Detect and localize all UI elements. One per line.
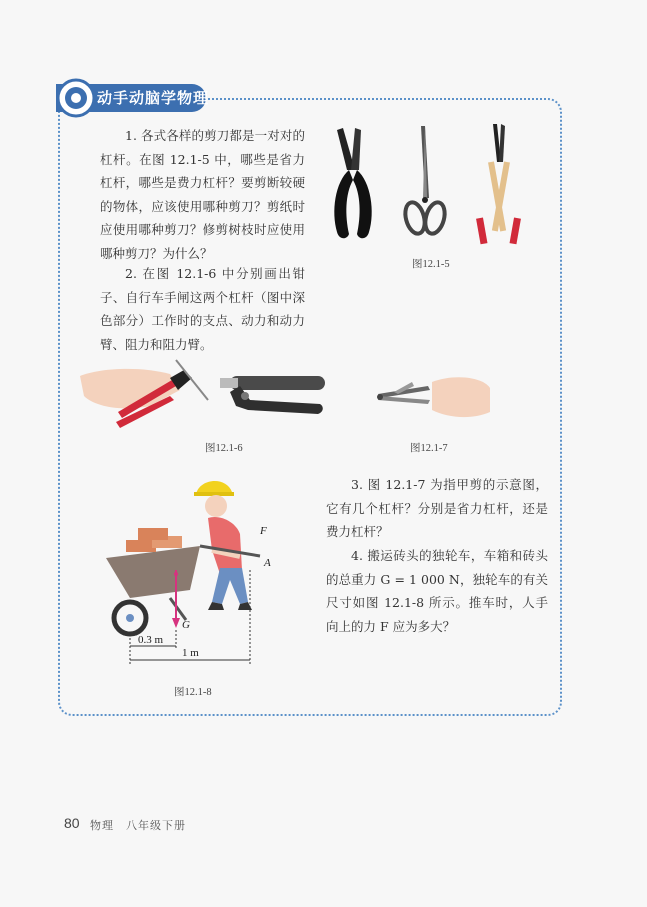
pruning-shears-icon (476, 124, 521, 244)
weight-label: G (182, 619, 190, 631)
pliers-brake-figure (80, 356, 330, 436)
long-dimension-label: 1 m (182, 647, 199, 659)
page-number: 80 (64, 815, 80, 831)
short-dimension-label: 0.3 m (138, 634, 164, 646)
figure-7-caption: 图12.1-7 (410, 443, 448, 454)
question-2: 2. 在图 12.1-6 中分别画出钳子、自行车手闸这两个杠杆（图中深色部分）工作时的支点、动力和动力臂、阻力和阻力臂。 (100, 266, 305, 352)
question-3: 3. 图 12.1-7 为指甲剪的示意图，它有几个杠杆？分别是省力杠杆，还是费力杠杆？ (326, 477, 548, 539)
nail-clipper-icon (377, 377, 490, 417)
section-title: 动手动脑学物理 (97, 89, 210, 107)
paper-scissors-icon (402, 126, 448, 236)
figure-5-caption: 图12.1-5 (412, 259, 450, 270)
weight-arrowhead (172, 618, 180, 628)
center-of-gravity-dot (174, 572, 178, 576)
nail-clipper-figure (372, 364, 492, 424)
shears-figure (325, 122, 545, 250)
wheelbarrow-figure (90, 470, 310, 670)
figure-8-caption: 图12.1-8 (174, 687, 212, 698)
hand-pliers-icon (80, 360, 208, 428)
figure-6-caption: 图12.1-6 (205, 443, 243, 454)
section-target-icon (56, 78, 96, 118)
point-label: A (264, 557, 271, 569)
question-1: 1. 各式各样的剪刀都是一对对的杠杆。在图 12.1-5 中，哪些是省力杠杆，哪些是费力杠杆？要剪断较硬的物体，应该使用哪种剪刀？剪纸时应使用哪种剪刀？修剪树枝时应使用哪种剪刀？为什么？ (100, 128, 305, 261)
question-4: 4. 搬运砖头的独轮车，车箱和砖头的总重力 G = 1 000 N，独轮车的有关尺寸如图 12.1-8 所示。推车时，人手向上的力 F 应为多大？ (326, 548, 548, 634)
force-label: F (260, 525, 267, 537)
black-shears-icon (334, 128, 371, 238)
bike-brake-icon (220, 376, 325, 414)
book-title: 物理 八年级下册 (90, 819, 186, 832)
